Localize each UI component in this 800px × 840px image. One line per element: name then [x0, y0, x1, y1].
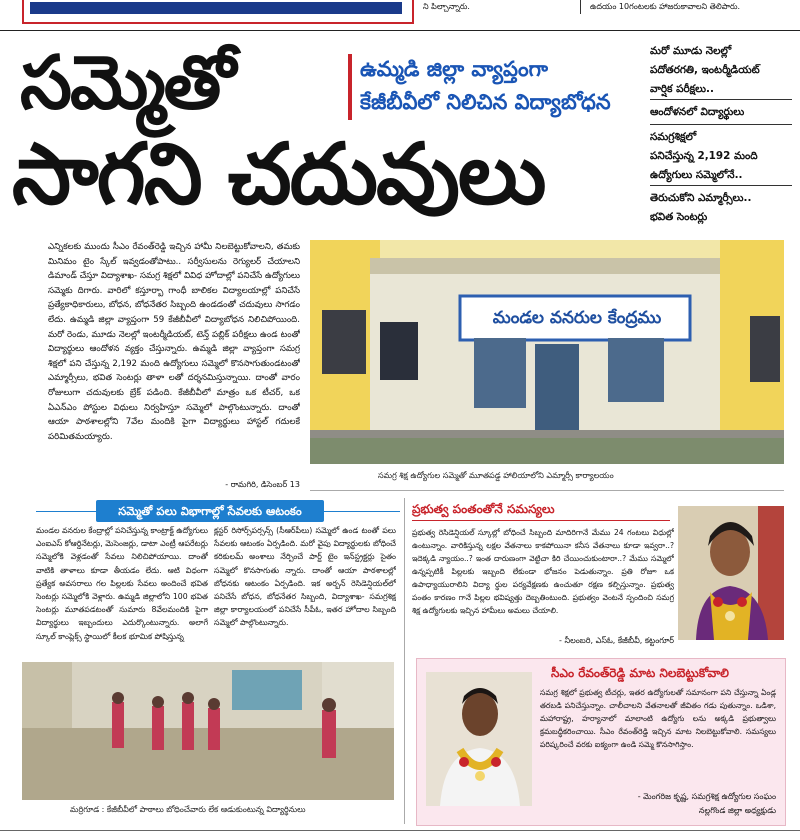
top-right-snippet: ఉదయం 10గంటలకు హాజరుకావాలని తెలిపారు.	[590, 2, 741, 11]
headline-line-2: సాగని చదువులు	[12, 125, 545, 223]
sidebar-points	[650, 42, 792, 227]
quote1-portrait	[678, 506, 784, 640]
signboard-text: మండల వనరుల కేంద్రము	[492, 308, 662, 328]
main-article-credit: - రామగిరి, డిసెంబర్ 13	[225, 480, 300, 489]
quote2-credit-role: నల్లగొండ జిల్లా అధ్యక్షుడు	[698, 806, 776, 815]
section-bar-line-right	[324, 511, 400, 512]
quote2-credit: - మెంగరిజ కృష్ణ, సమగ్రశిక్ష ఉద్యోగుల సంఘం	[637, 792, 776, 801]
top-left-snippet: ని పిల్చాన్నారు.	[423, 2, 470, 11]
building-illustration	[310, 240, 784, 464]
subheadline-line-1: ఉమ్మడి జిల్లా వ్యాప్తంగా	[360, 57, 548, 81]
quote2-portrait	[426, 672, 532, 806]
quote1-credit: - నీలంబరి, ఎస్ఓ, కేజీబీవీ, కట్టంగూర్	[559, 636, 674, 645]
sidebar-point: ఆందోళనలో విద్యార్థులు	[650, 100, 792, 125]
sidebar-point: భవిత సెంటర్లు	[650, 211, 708, 223]
section-bar: సమ్మెతో పలు విభాగాల్లో సేవలకు ఆటంకం	[96, 500, 324, 522]
section-article-col1: మండల వనరుల కేంద్రాల్లో పనిచేస్తున్న కాంట్రాక్ట్ ఉద్యోగులు ఎంఐఎస్ కోఆర్డినేటర్లు, మెసెంజర్లు, డాటా ఎంట్రీ ఆపరేటర్లు సమ్మెలోకి వెళ్లడంతో సేవలు నిలిచిపోయాయి. దాంతో వాటికి తాళాలు కూడా తీయడం లేదు. ఆటి విధంగా ప్రత్యేక అవసరాలు గల పిల్లలకు సేవలు అందించే భవిత సెంటర్లు సమ్మెలోకి వెళ్లారు. ఉమ్మడి జిల్లాలోని 100 భవిత సెంటర్లు మూతపడటంతో సుమారు 8వేలమందికి పైగా విద్యార్థులు ఇబ్బందులు ఎదుర్కొంటున్నారు. అలాగే స్కూల్ కాంప్లెక్స్ స్థాయిలో కీలక భూమిక పోషిస్తున్న	[36, 526, 208, 641]
portrait-man-illustration	[426, 672, 532, 806]
quote1-title-underline	[412, 520, 670, 521]
column-divider-top	[580, 0, 581, 14]
main-photo-caption: సమగ్ర శిక్ష ఉద్యోగుల సమ్మెతో మూతపడ్డ హాలియాలోని ఎమ్మార్సీ కార్యాలయం	[378, 471, 614, 480]
sidebar-point: పదోతరగతి, ఇంటర్మీడియట్	[650, 64, 760, 76]
sidebar-point: పనిచేస్తున్న 2,192 మంది	[650, 150, 758, 162]
sidebar-point: తెరుచుకోని ఎమ్మార్సీలు..	[650, 192, 752, 204]
quote2-title: సీఎం రేవంత్‌రెడ్డి మాట నిలబెట్టుకోవాలి	[551, 666, 729, 680]
sidebar-point: సమగ్రశిక్షలో	[650, 131, 697, 143]
section-bar-line	[36, 511, 96, 512]
quote1-body: ప్రభుత్వ రెసిడెన్షియల్ స్కూల్లో బోధించే సిబ్బంది మాదిరిగానే మేము 24 గంటలు విధుల్లో ఉంటున్నాం. వారికిస్తున్న లక్షల వేతనాలు కాకపోయినా కనీస వేతనాలు కూడా ఇవ్వరా..? ఇదెక్కడి న్యాయం..? ఇంత దారుణంగా వెట్టిచా కిరి చేయించుకుంటారా..? మేము సమ్మెలో ఉన్నప్పటికీ పిల్లలకు ఇబ్బంది లేకుండా భోజనం పెడుతున్నాం. ప్రతి రోజూ ఒక ఉపాధ్యాయురాలిని విద్యా ర్థుల పర్యవేక్షణకు ఉంచుతూ రక్షణ కల్పిస్తున్నాం. ప్రభుత్వ పంతం కారణం గానే పిల్లల భవిష్యత్తు దెబ్బతింటుంది. ప్రభుత్వం వెంటనే స్పందించి సమగ్ర శిక్ష ఉద్యోగులకు ఇచ్చిన హామీలు అమలు చేయాలి.	[412, 528, 674, 615]
portrait-woman-illustration	[678, 506, 784, 640]
subheadline-line-2: కేజీబీవీలో నిలిచిన విద్యాబోధన	[360, 90, 611, 114]
top-divider	[0, 30, 800, 31]
right-column-divider	[404, 498, 405, 824]
main-article-body: ఎన్నికలకు ముందు సీఎం రేవంత్‌రెడ్డి ఇచ్చిన హామీ నిలబెట్టుకోవాలని, తమకు మినిమం టైం స్కేల్ ఇవ్వడంతోపాటు.. సర్వీసులను రెగ్యులర్ చేయాలని డిమాండ్ చేస్తూ విద్యాశాఖ- సమగ్ర శిక్షలో వివిధ హోదాల్లో పనిచేసే ఉద్యోగులు సమ్మెకు దిగారు. వారిలో కస్తూర్బా గాంధీ బాలికల విద్యాలయాల్లో పనిచేసే ప్రత్యేకాధికారులు, బోధన, బోధనేతర సిబ్బంది ఉండడంతో చదువులు సాగడం లేదు. ఉమ్మడి జిల్లా వ్యాప్తంగా 59 కేజీబీవీలో విద్యాబోధన నిలిచిపోయింది. మరో రెండు, మూడు నెలల్లో ఇంటర్మీడియట్, టెన్త్ పబ్లిక్ పరీక్షలు ఉండ టంతో విద్యార్థులు ఆందోళన వ్యక్తం చేస్తున్నారు. ఉమ్మడి జిల్లా వ్యాప్తంగా సమగ్ర శిక్షలో పని చేస్తున్న 2,192 మంది ఉద్యోగులు సమ్మెలో కొనసాగుతుండటంతో ఎమ్మార్సీలు, భవిత సెంటర్లు తాళా లతో దర్శనమిస్తున్నాయి. దాంతో వారం రోజులుగా చదువులకు బ్రేక్ పడింది. కేజీబీవీలో మాత్రం ఒక టీచర్, ఒక ఏఎన్ఎం పోస్టుల విధులు నిర్వహిస్తూ సమ్మెలో పాల్గొంటున్నారు. దాంతో ఆయా పాఠశాలల్లోని 7వేల మందికి పైగా విద్యార్థులు హాస్టల్ గదులకే పరిమితమయ్యారు.	[48, 242, 300, 442]
caption-divider	[310, 490, 784, 491]
top-banner-fragment	[22, 0, 414, 24]
sidebar-point: మరో మూడు నెలల్లో	[650, 45, 732, 57]
bottom-photo-playground	[22, 662, 394, 800]
bottom-rule	[0, 830, 800, 831]
bottom-photo-caption: మర్రిగూడ : కేజీబీవీలో పాఠాలు బోధించేవారు లేక ఆడుకుంటున్న విద్యార్థినులు	[70, 805, 306, 814]
playground-illustration	[22, 662, 394, 800]
sidebar-point: ఉద్యోగులు సమ్మెలోనే..	[650, 166, 792, 186]
section-article-col2: క్లస్టర్ రిసోర్స్‌పర్సన్స్ (సీఆర్‌పీలు) సమ్మెలో ఉండ టంతో పలు సేవలకు ఆటంకం ఏర్పడింది. మరో వైపు విద్యార్థులకు బోధించే కరికులమ్ అంశాలు నేర్పించే పార్ట్ టైం ఇన్‌స్ట్రక్టర్లు సైతం సమ్మెలో కొనసాగుతు న్నారు. దాంతో ఆయా పాఠశాలల్లో బోధనకు ఆటంకం ఏర్పడింది. ఇక అర్బన్ రెసిడెన్షియల్‌లో పనిచేసే బోధన, బోధనేతర సిబ్బంది, విద్యాశాఖ- సమగ్రశిక్ష జిల్లా కార్యాలయంలో పనిచేసే సీపీఓ, ఇతర హోదాల సిబ్బంది సమ్మెలో పాల్గొంటున్నారు.	[214, 526, 396, 628]
main-photo-mrc-office	[310, 240, 784, 464]
quote2-body: సమగ్ర శిక్షలో ప్రభుత్వ టీచర్లు, ఇతర ఉద్యోగులతో సమానంగా పని చేస్తున్నా ఏండ్ల తరబడి పనిచేస్తున్నాం. చాలీచాలని వేతనాలతో జీవితం గడు పుతున్నాం. ఒడిశా, మహారాష్ట్ర, హర్యానాలో మాలాంటి ఉద్యోగు లను అక్కడి ప్రభుత్వాలు క్రమబద్ధీకరించాయి. సీఎం రేవంత్‌రెడ్డి ఇచ్చిన మాట నిలబెట్టుకోవాలి. సమస్యలు పరిష్కరించే వరకు ఐక్యంగా ఉండి సమ్మె కొనసాగిస్తాం.	[540, 688, 776, 749]
quote1-title: ప్రభుత్వ పంతంతోనే సమస్యలు	[412, 502, 555, 516]
headline-line-1: సమ్మెతో	[20, 40, 234, 126]
sidebar-point: వార్షిక పరీక్షలు..	[650, 80, 792, 100]
subheadline-accent-bar	[348, 54, 352, 120]
